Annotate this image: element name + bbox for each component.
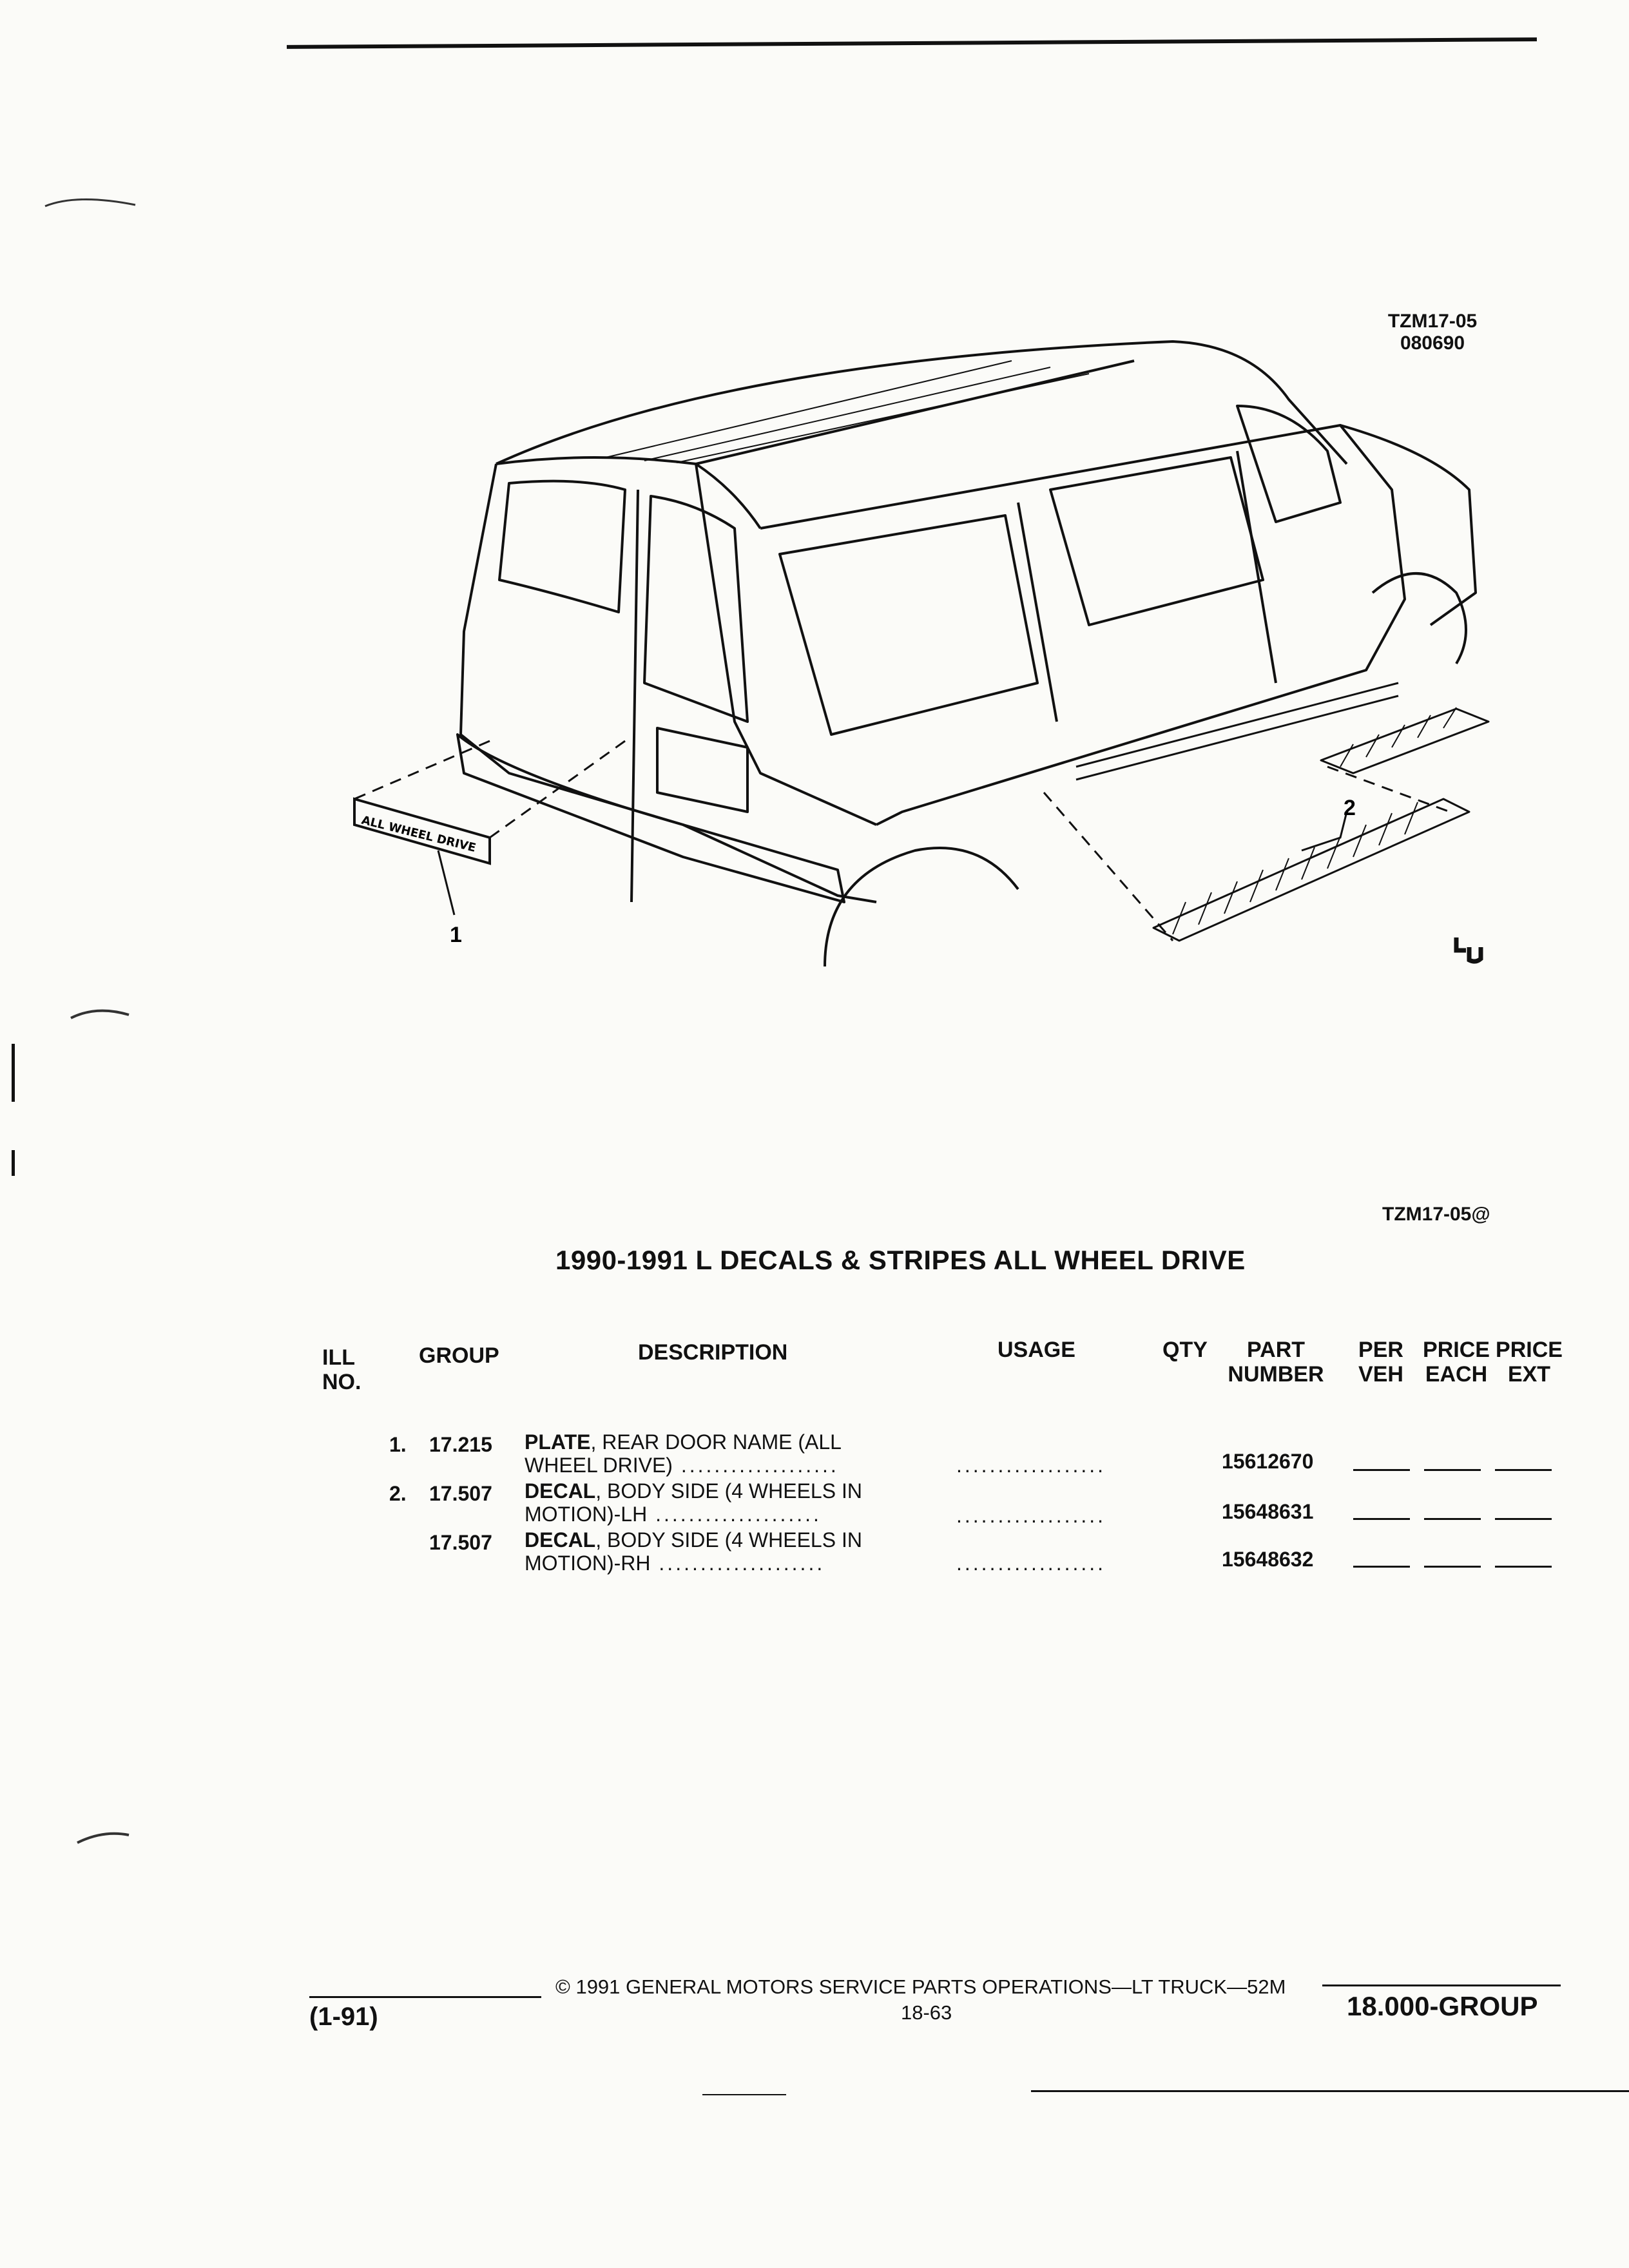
- figure-date: 080690: [1400, 332, 1465, 354]
- footer-rule-right: [1322, 1984, 1561, 1986]
- footer-rule-left: [309, 1996, 541, 1998]
- page-title: 1990-1991 L DECALS & STRIPES ALL WHEEL DRIVE: [555, 1245, 1246, 1275]
- header-usage: USAGE: [998, 1338, 1075, 1362]
- footer-copyright: © 1991 GENERAL MOTORS SERVICE PARTS OPERATIONS—LT TRUCK—52M: [555, 1975, 1286, 1998]
- blank-per-veh: [1353, 1469, 1410, 1471]
- blank-price-each: [1424, 1518, 1481, 1520]
- header-per-veh: PER VEH: [1358, 1338, 1403, 1387]
- blank-per-veh: [1353, 1566, 1410, 1568]
- header-price-ext: PRICE EXT: [1496, 1338, 1563, 1387]
- callout-2: 2: [1344, 796, 1356, 820]
- row-group: 17.507: [429, 1531, 492, 1554]
- header-description: DESCRIPTION: [638, 1340, 788, 1365]
- row-description: DECAL, BODY SIDE (4 WHEELS IN MOTION)-RH ....................: [525, 1528, 862, 1575]
- header-price-each: PRICE EACH: [1423, 1338, 1490, 1387]
- row-part-number: 15648631: [1222, 1500, 1314, 1523]
- decal-text: ALL WHEEL DRIVE: [360, 813, 477, 855]
- footer-right: 18.000-GROUP: [1347, 1991, 1538, 2021]
- blank-price-ext: [1495, 1469, 1552, 1471]
- bottom-rule-right: [1031, 2090, 1629, 2092]
- row-group: 17.507: [429, 1482, 492, 1505]
- row-part-number: 15648632: [1222, 1548, 1314, 1571]
- row-description: PLATE, REAR DOOR NAME (ALL WHEEL DRIVE) ...................: [525, 1430, 842, 1477]
- header-group: GROUP: [419, 1343, 499, 1368]
- row-usage-dots: ..................: [956, 1454, 1106, 1477]
- blank-price-each: [1424, 1566, 1481, 1568]
- row-group: 17.215: [429, 1433, 492, 1456]
- row-usage-dots: ..................: [956, 1504, 1106, 1527]
- row-usage-dots: ..................: [956, 1552, 1106, 1575]
- bottom-rule-center: [702, 2094, 786, 2095]
- blank-price-each: [1424, 1469, 1481, 1471]
- row-ill-no: 2.: [389, 1482, 407, 1505]
- blank-price-ext: [1495, 1518, 1552, 1520]
- footer-page-number: 18-63: [901, 2001, 952, 2024]
- figure-ref: TZM17-05@: [1382, 1204, 1490, 1225]
- figure-code-id: TZM17-05: [1387, 311, 1478, 332]
- footer-left: (1-91): [309, 2003, 378, 2031]
- header-ill-no: ILL NO.: [322, 1345, 361, 1394]
- row-ill-no: 1.: [389, 1433, 407, 1456]
- gm-logo-icon: [1450, 934, 1489, 966]
- row-part-number: 15612670: [1222, 1450, 1314, 1473]
- header-part-number: PART NUMBER: [1228, 1338, 1324, 1387]
- row-description: DECAL, BODY SIDE (4 WHEELS IN MOTION)-LH ....................: [525, 1479, 862, 1526]
- blank-price-ext: [1495, 1566, 1552, 1568]
- blank-per-veh: [1353, 1518, 1410, 1520]
- header-qty: QTY: [1162, 1338, 1208, 1362]
- callout-1: 1: [450, 923, 462, 947]
- van-illustration: [335, 322, 1495, 1031]
